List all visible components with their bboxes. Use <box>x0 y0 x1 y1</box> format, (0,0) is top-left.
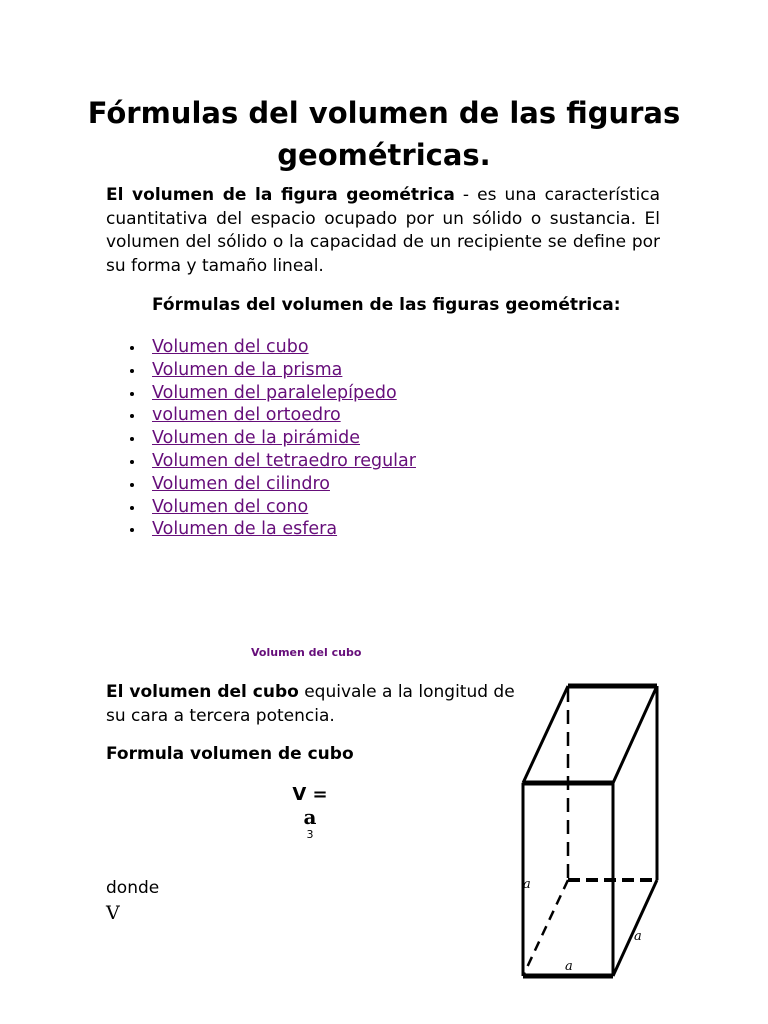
link-volumen-tetraedro[interactable]: Volumen del tetraedro regular <box>152 450 416 471</box>
list-item <box>110 473 416 496</box>
variable-v: V <box>106 902 120 924</box>
bullet-icon <box>130 528 134 532</box>
link-volumen-prisma[interactable]: Volumen de la prisma <box>152 359 343 380</box>
intro-paragraph <box>106 184 660 278</box>
bullet-icon <box>130 346 134 350</box>
formula-heading: Formula volumen de cubo <box>106 744 354 764</box>
edge-label-depth: a <box>634 929 642 944</box>
edge-label-width: a <box>565 959 573 974</box>
intro-term: El volumen de la figura geométrica <box>106 185 455 205</box>
bullet-icon <box>130 483 134 487</box>
link-volumen-cubo[interactable]: Volumen del cubo <box>152 337 309 357</box>
hidden-edge-left-bottom <box>523 880 568 976</box>
link-volumen-esfera[interactable]: Volumen de la esfera <box>152 519 338 540</box>
link-volumen-paralelepipedo[interactable]: Volumen del paralelepípedo <box>152 382 397 403</box>
bottom-right-edge <box>613 880 657 976</box>
section-anchor-cubo: Volumen del cubo <box>251 646 362 659</box>
bullet-icon <box>130 392 134 396</box>
cube-definition <box>106 680 526 728</box>
formula-lhs: V = <box>292 784 328 805</box>
link-volumen-ortoedro[interactable]: volumen del ortoedro <box>152 405 341 426</box>
list-item <box>110 518 416 541</box>
top-right-edge <box>613 686 657 783</box>
bullet-icon <box>130 506 134 510</box>
cube-formula <box>270 784 350 842</box>
intro-text: - es una característica cuantitativa del espacio ocupado por un sólido o sustancia. El volumen del sólido o la capacidad de un recipiente se define por su forma y tamaño lineal. <box>106 185 660 276</box>
formula-exponent: 3 <box>306 828 314 841</box>
link-volumen-piramide[interactable]: Volumen de la pirámide <box>152 428 361 449</box>
bullet-icon <box>130 460 134 464</box>
bullet-icon <box>130 414 134 418</box>
edge-label-height: a <box>523 877 531 892</box>
cube-definition-term: El volumen del cubo <box>106 682 299 702</box>
list-item <box>110 382 416 405</box>
link-volumen-cono[interactable]: Volumen del cono <box>152 496 309 517</box>
bullet-icon <box>130 437 134 441</box>
list-item <box>110 404 416 427</box>
formula-base: a <box>303 805 317 829</box>
link-volumen-cilindro[interactable]: Volumen del cilindro <box>152 473 330 494</box>
formulas-subheading: Fórmulas del volumen de las figuras geométrica: <box>152 295 621 315</box>
formulas-link-list <box>110 336 416 541</box>
list-item <box>110 336 416 359</box>
cube-definition-text: equivale a la longitud de su cara a tercera potencia. <box>106 682 515 726</box>
page-title: Fórmulas del volumen de las figuras geométricas. <box>87 96 681 172</box>
list-item <box>110 450 416 473</box>
list-item <box>110 427 416 450</box>
bullet-icon <box>130 369 134 373</box>
donde-label: donde <box>106 878 160 898</box>
list-item <box>110 496 416 519</box>
top-left-edge <box>523 686 568 783</box>
prism-diagram <box>500 675 670 985</box>
list-item <box>110 359 416 382</box>
